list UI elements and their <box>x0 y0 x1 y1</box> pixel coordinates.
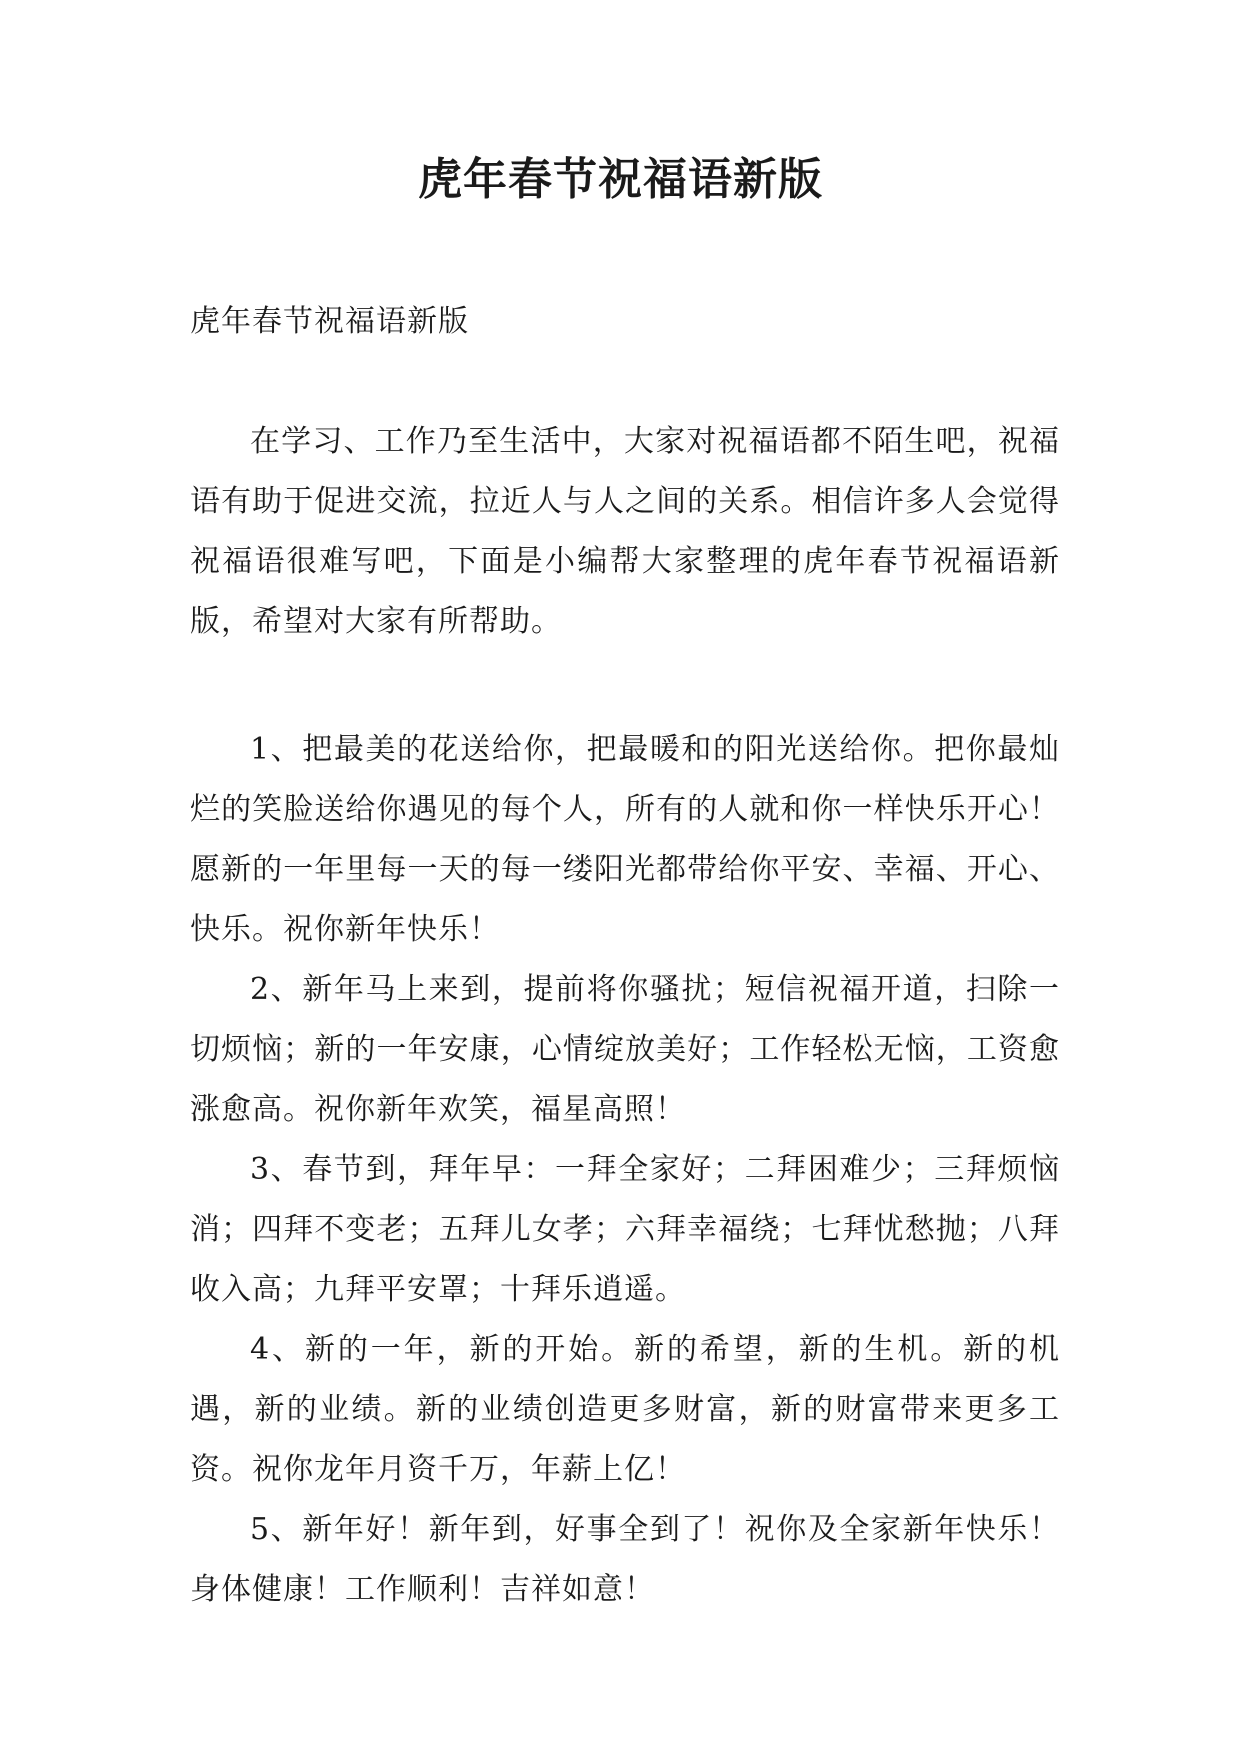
document-title: 虎年春节祝福语新版 <box>418 154 823 205</box>
greeting-item-5: 5、新年好！新年到，好事全到了！祝你及全家新年快乐！身体健康！工作顺利！吉祥如意！ <box>190 1512 1060 1607</box>
greeting-item-2: 2、新年马上来到，提前将你骚扰；短信祝福开道，扫除一切烦恼；新的一年安康，心情绽放美好；工作轻松无恼，工资愈涨愈高。祝你新年欢笑，福星高照！ <box>190 972 1060 1127</box>
document-subtitle: 虎年春节祝福语新版 <box>190 304 469 339</box>
greeting-item-4: 4、新的一年，新的开始。新的希望，新的生机。新的机遇，新的业绩。新的业绩创造更多财富，新的财富带来更多工资。祝你龙年月资千万，年薪上亿！ <box>190 1332 1060 1487</box>
greeting-item-3: 3、春节到，拜年早：一拜全家好；二拜困难少；三拜烦恼消；四拜不变老；五拜儿女孝；六拜幸福绕；七拜忧愁抛；八拜收入高；九拜平安罩；十拜乐逍遥。 <box>190 1152 1060 1307</box>
spacer <box>190 652 1060 720</box>
document-body <box>190 292 1060 1620</box>
spacer <box>190 352 1060 412</box>
intro-paragraph: 在学习、工作乃至生活中，大家对祝福语都不陌生吧，祝福语有助于促进交流，拉近人与人之间的关系。相信许多人会觉得祝福语很难写吧，下面是小编帮大家整理的虎年春节祝福语新版，希望对大家有所帮助。 <box>190 424 1060 639</box>
greeting-item-1: 1、把最美的花送给你，把最暖和的阳光送给你。把你最灿烂的笑脸送给你遇见的每个人，所有的人就和你一样快乐开心！愿新的一年里每一天的每一缕阳光都带给你平安、幸福、开心、快乐。祝你新年快乐！ <box>190 732 1060 947</box>
